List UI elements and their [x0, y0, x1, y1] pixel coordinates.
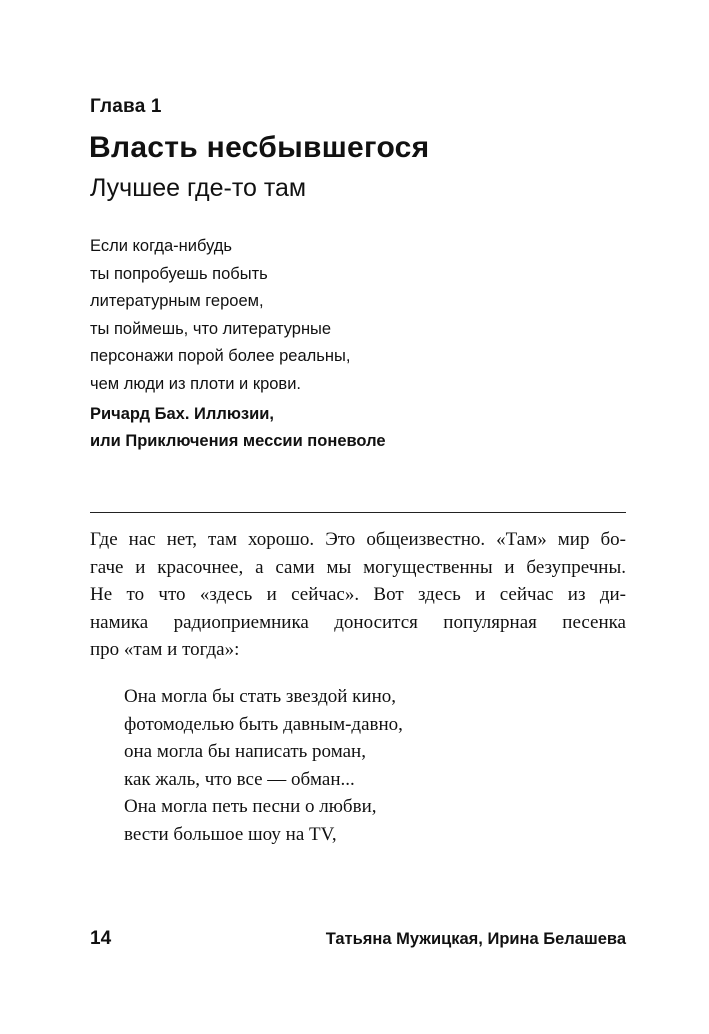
verse-line: фотомоделью быть давным-давно,: [124, 713, 403, 735]
body-line: намика радиоприемника доносится популярная песенка: [90, 611, 626, 633]
body-paragraph: [90, 526, 626, 664]
epigraph-line: литературным героем,: [90, 292, 264, 310]
epigraph-line: Если когда-нибудь: [90, 237, 232, 255]
song-verse: [124, 683, 544, 848]
epigraph: [90, 233, 510, 398]
epigraph-source-line: или Приключения мессии поневоле: [90, 432, 386, 450]
epigraph-line: чем люди из плоти и крови.: [90, 374, 301, 393]
body-line: Не то что «здесь и сейчас». Вот здесь и сейчас из ди-: [90, 584, 626, 605]
verse-line: она могла бы написать роман,: [124, 741, 366, 762]
verse-line: вести большое шоу на TV,: [124, 823, 337, 845]
verse-line: Она могла бы стать звездой кино,: [124, 686, 396, 707]
body-line: гаче и красочнее, а сами мы могущественны и безупречны.: [90, 556, 626, 578]
epigraph-source: [90, 401, 510, 455]
running-footer-authors: Татьяна Мужицкая, Ирина Белашева: [325, 930, 626, 948]
section-divider: [90, 512, 626, 513]
body-line: Где нас нет, там хорошо. Это общеизвестно. «Там» мир бо-: [90, 529, 626, 550]
verse-line: как жаль, что все — обман...: [124, 768, 355, 790]
epigraph-line: ты попробуешь побыть: [90, 264, 268, 283]
chapter-label: Глава 1: [90, 96, 162, 117]
page-number: 14: [90, 928, 112, 949]
epigraph-line: персонажи порой более реальны,: [90, 347, 351, 365]
epigraph-source-line: Ричард Бах. Иллюзии,: [90, 405, 274, 423]
epigraph-line: ты поймешь, что литературные: [90, 319, 332, 338]
verse-line: Она могла петь песни о любви,: [124, 796, 377, 817]
body-line: про «там и тогда»:: [90, 639, 240, 660]
chapter-subtitle: Лучшее где-то там: [90, 174, 307, 202]
chapter-title: Власть несбывшегося: [89, 131, 430, 164]
